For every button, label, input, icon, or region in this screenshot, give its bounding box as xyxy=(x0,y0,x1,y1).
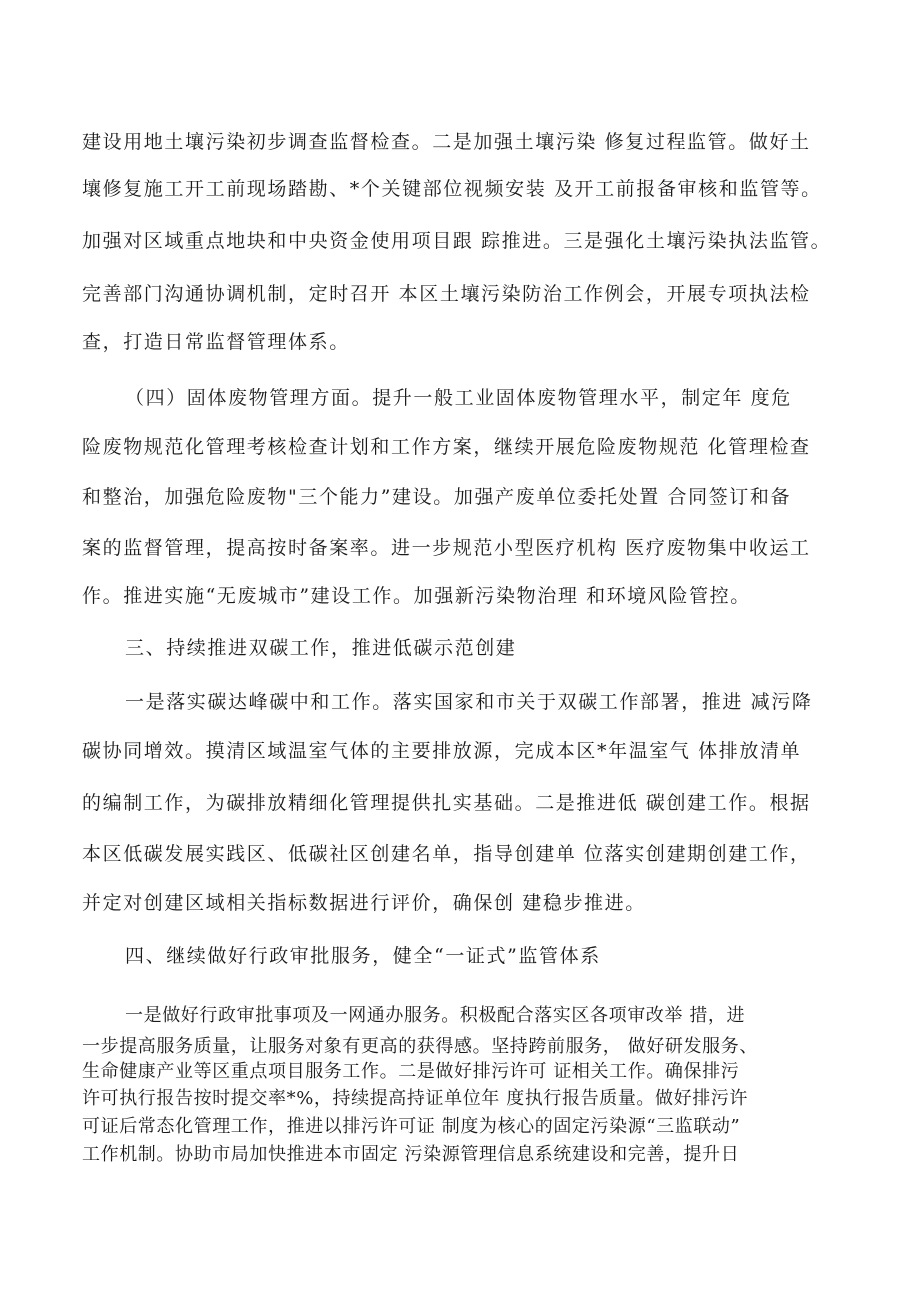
text-line: 建设用地土壤污染初步调查监督检查。二是加强土壤污染 修复过程监管。做好土 xyxy=(82,131,811,153)
text-line: 工作机制。协助市局加快推进本市固定 污染源管理信息系统建设和完善，提升日 xyxy=(82,1144,740,1165)
text-line: 和整治，加强危险废物"三个能力”建设。加强产废单位委托处置 合同签订和备 xyxy=(82,486,792,508)
text-line: 查，打造日常监督管理体系。 xyxy=(82,331,350,353)
text-line: 许可执行报告按时提交率*%，持续提高持证单位年 度执行报告质量。做好排污许 xyxy=(82,1088,749,1109)
text-line: 碳协同增效。摸清区域温室气体的主要排放源，完成本区*年温室气 体排放清单 xyxy=(82,740,802,762)
text-line: 壤修复施工开工前现场踏勘、*个关键部位视频安装 及开工前报备审核和监管等。 xyxy=(82,178,822,200)
text-line: 可证后常态化管理工作，推进以排污许可证 制度为核心的固定污染源“三监联动” xyxy=(82,1116,741,1137)
text-line: 一是做好行政审批事项及一网通办服务。积极配合落实区各项审改举 措，进 xyxy=(125,1005,746,1026)
text-line: 完善部门沟通协调机制，定时召开 本区土壤污染防治工作例会，开展专项执法检 xyxy=(82,283,811,305)
text-line: 一步提高服务质量，让服务对象有更高的获得感。坚持跨前服务， 做好研发服务、 xyxy=(82,1036,758,1057)
text-line: 险废物规范化管理考核检查计划和工作方案，继续开展危险废物规范 化管理检查 xyxy=(82,436,811,458)
text-line: 本区低碳发展实践区、低碳社区创建名单，指导创建单 位落实创建期创建工作， xyxy=(82,843,811,865)
text-line: 生命健康产业等区重点项目服务工作。二是做好排污许可 证相关工作。确保排污 xyxy=(82,1061,740,1082)
text-line: 一是落实碳达峰碳中和工作。落实国家和市关于双碳工作部署，推进 减污降 xyxy=(125,691,813,713)
text-line: 的编制工作，为碳排放精细化管理提供扎实基础。二是推进低 碳创建工作。根据 xyxy=(82,792,811,814)
text-line: 案的监督管理，提高按时备案率。进一步规范小型医疗机构 医疗废物集中收运工 xyxy=(82,537,811,559)
section-heading: 四、继续做好行政审批服务，健全“一证式”监管体系 xyxy=(125,945,601,967)
text-line: 加强对区域重点地块和中央资金使用项目跟 踪推进。三是强化土壤污染执法监管。 xyxy=(82,230,832,252)
text-line: 作。推进实施“无废城市”建设工作。加强新污染物治理 和环境风险管控。 xyxy=(82,585,751,607)
section-heading: （四）固体废物管理方面。提升一般工业固体废物管理水平，制定年 度危 xyxy=(125,387,792,409)
text-line: 并定对创建区域相关指标数据进行评价，确保创 建稳步推进。 xyxy=(82,892,646,914)
section-heading: 三、持续推进双碳工作，推进低碳示范创建 xyxy=(125,637,517,659)
